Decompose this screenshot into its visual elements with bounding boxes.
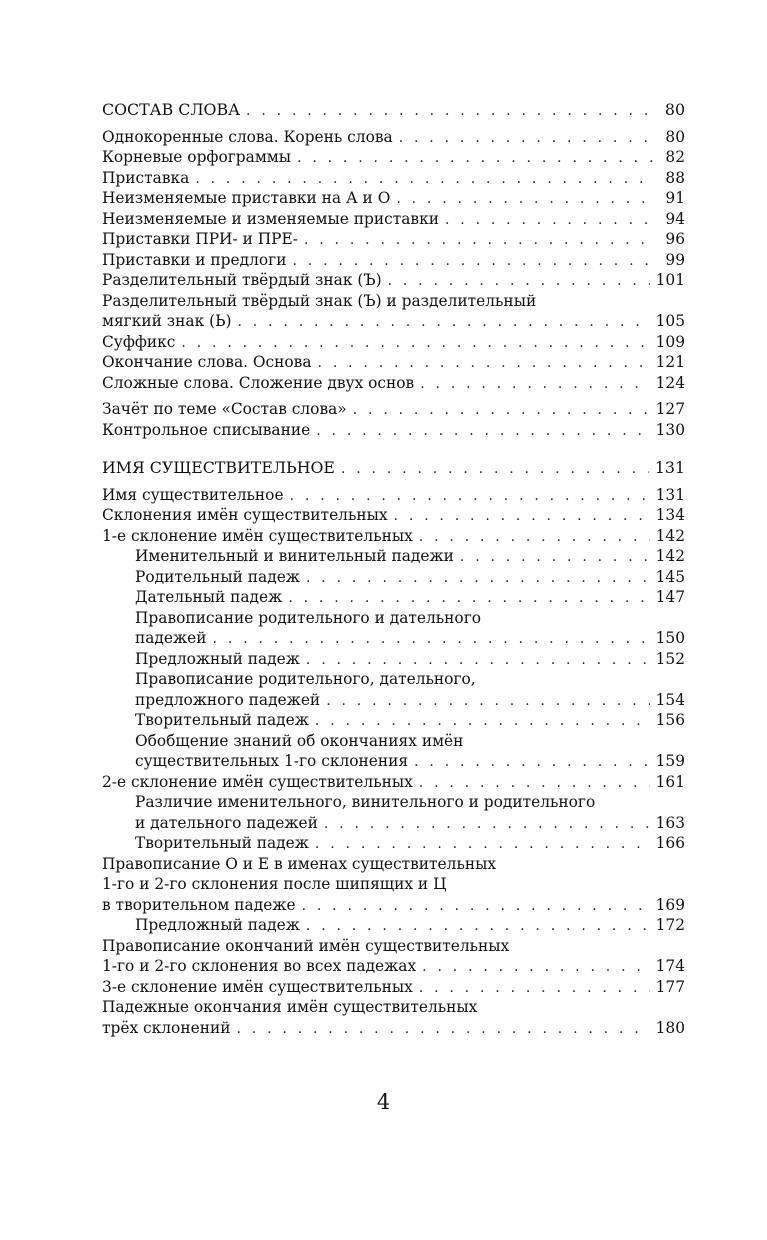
- toc-page: 152: [655, 649, 685, 668]
- toc-title: Неизменяемые и изменяемые приставки: [102, 209, 439, 228]
- toc-page: 101: [655, 271, 685, 289]
- toc-subentry: [102, 833, 685, 854]
- toc-entry: [102, 772, 685, 793]
- toc-entry: [102, 505, 685, 526]
- toc-title: 2-е склонение имён существительных: [102, 772, 413, 791]
- page-number: 4: [376, 1090, 391, 1114]
- toc-title: ИМЯ СУЩЕСТВИТЕЛЬНОЕ: [102, 458, 335, 477]
- toc-title: Приставки ПРИ- и ПРЕ-: [102, 230, 298, 248]
- leader-dots: [315, 711, 650, 732]
- toc-entry: [102, 209, 685, 230]
- leader-dots: [422, 957, 649, 978]
- leader-dots: [181, 333, 649, 354]
- toc-page: 159: [655, 752, 685, 770]
- toc-page: 172: [655, 916, 685, 934]
- toc-title: существительных 1-го склонения: [135, 752, 409, 770]
- toc-page: 166: [655, 834, 685, 852]
- toc-entry: [102, 1018, 685, 1039]
- leader-dots: [306, 568, 650, 589]
- leader-dots: [419, 773, 650, 794]
- toc-title: падежей: [135, 629, 207, 647]
- toc-page: 145: [655, 567, 685, 586]
- toc-page: 88: [665, 168, 685, 187]
- toc-page: 142: [655, 526, 685, 545]
- toc-entry: [102, 332, 685, 353]
- leader-dots: [324, 814, 650, 835]
- leader-dots: [304, 230, 653, 251]
- toc-page: 80: [664, 100, 685, 119]
- toc-entry: [102, 399, 685, 420]
- leader-dots: [394, 506, 650, 527]
- toc-entry: [102, 956, 685, 977]
- toc-subentry: [102, 587, 685, 608]
- toc-page: 154: [655, 690, 685, 709]
- toc-entry: [102, 127, 685, 148]
- leader-dots: [341, 459, 649, 480]
- leader-dots: [388, 271, 650, 292]
- toc-entry: [102, 250, 685, 271]
- toc-entry-line: 1-го и 2-го склонения после шипящих и Ц: [102, 875, 447, 893]
- toc-page: 94: [665, 209, 685, 228]
- toc-subentry: [102, 813, 685, 834]
- toc-title: Имя существительное: [102, 485, 284, 504]
- leader-dots: [460, 547, 650, 568]
- toc-title: предложного падежей: [135, 690, 321, 709]
- toc-page: 99: [665, 250, 685, 269]
- toc-page: 131: [655, 485, 685, 504]
- toc-page: 124: [655, 373, 685, 392]
- leader-dots: [326, 691, 649, 712]
- toc-title: Склонения имён существительных: [102, 506, 388, 524]
- leader-dots: [293, 251, 654, 272]
- toc-page: 150: [655, 629, 685, 647]
- toc-entry: [102, 373, 685, 394]
- leader-dots: [297, 148, 653, 169]
- toc-title: Творительный падеж: [135, 711, 309, 729]
- toc-section-heading: [102, 458, 685, 479]
- toc-title: Предложный падеж: [135, 649, 300, 668]
- toc-title: Творительный падеж: [135, 834, 309, 852]
- toc-title: Именительный и винительный падежи: [135, 547, 454, 565]
- toc-page: 180: [655, 1018, 685, 1037]
- toc-page: 130: [655, 420, 685, 439]
- toc-title: 3-е склонение имён существительных: [102, 977, 413, 996]
- toc-entry: [102, 188, 685, 209]
- toc-title: Неизменяемые приставки на А и О: [102, 189, 391, 207]
- toc-page: 109: [655, 332, 685, 351]
- toc-entry: [102, 270, 685, 291]
- leader-dots: [290, 486, 650, 507]
- toc-entry: [102, 485, 685, 506]
- table-of-contents: [102, 100, 685, 1038]
- toc-entry: [102, 895, 685, 916]
- leader-dots: [306, 916, 650, 937]
- toc-page: 121: [655, 353, 685, 371]
- toc-entry-line: Правописание О и Е в именах существительных: [102, 854, 497, 873]
- toc-subentry: [102, 915, 685, 936]
- toc-entry: [102, 352, 685, 373]
- toc-subentry: [102, 649, 685, 670]
- toc-entry: [102, 168, 685, 189]
- toc-subentry: [102, 628, 685, 649]
- toc-entry: [102, 420, 685, 441]
- toc-entry: [102, 311, 685, 332]
- toc-title: Приставка: [102, 168, 190, 187]
- toc-subentry: [102, 751, 685, 772]
- leader-dots: [396, 189, 653, 210]
- toc-title: Сложные слова. Сложение двух основ: [102, 373, 415, 392]
- leader-dots: [213, 629, 650, 650]
- toc-page: 147: [655, 588, 685, 606]
- toc-entry-line: Различие именительного, винительного и родительного: [135, 793, 596, 811]
- leader-dots: [306, 650, 650, 671]
- toc-title: Предложный падеж: [135, 916, 300, 934]
- leader-dots: [238, 312, 650, 333]
- leader-dots: [236, 1019, 649, 1040]
- toc-title: Родительный падеж: [135, 567, 300, 586]
- leader-dots: [419, 978, 650, 999]
- toc-entry-line: Правописание родительного и дательного: [135, 608, 482, 627]
- toc-entry: [102, 147, 685, 168]
- toc-page: 82: [665, 148, 685, 166]
- toc-title: Однокоренные слова. Корень слова: [102, 127, 393, 146]
- toc-title: СОСТАВ СЛОВА: [102, 100, 241, 119]
- toc-title: в творительном падеже: [102, 895, 296, 914]
- toc-page: 80: [665, 127, 685, 146]
- toc-subentry: [102, 546, 685, 567]
- leader-dots: [288, 588, 649, 609]
- leader-dots: [399, 128, 653, 149]
- toc-title: Зачёт по теме «Состав слова»: [102, 400, 347, 418]
- toc-section-heading: [102, 100, 685, 121]
- leader-dots: [420, 374, 649, 395]
- toc-page: 91: [665, 189, 685, 207]
- toc-title: Контрольное списывание: [102, 420, 311, 439]
- toc-title: Дательный падеж: [135, 588, 283, 606]
- toc-page: 177: [655, 977, 685, 996]
- toc-entry-line: Разделительный твёрдый знак (Ъ) и разделительный: [102, 291, 537, 310]
- leader-dots: [414, 752, 650, 773]
- toc-page: 142: [655, 547, 685, 565]
- toc-entry-line: Правописание родительного, дательного,: [135, 670, 476, 688]
- toc-page: 105: [655, 312, 685, 330]
- toc-title: 1-го и 2-го склонения во всех падежах: [102, 957, 417, 975]
- toc-entry-line: Правописание окончаний имён существительных: [102, 936, 510, 955]
- leader-dots: [419, 527, 650, 548]
- leader-dots: [353, 400, 650, 421]
- toc-title: Разделительный твёрдый знак (Ъ): [102, 271, 382, 289]
- toc-subentry: [102, 690, 685, 711]
- leader-dots: [246, 101, 653, 122]
- toc-page: 127: [655, 400, 685, 418]
- toc-title: трёх склонений: [102, 1018, 231, 1037]
- toc-title: и дательного падежей: [135, 813, 318, 832]
- toc-title: Приставки и предлоги: [102, 250, 287, 269]
- toc-subentry: [102, 567, 685, 588]
- toc-entry-line: Падежные окончания имён существительных: [102, 998, 478, 1016]
- toc-page: 174: [655, 957, 685, 975]
- toc-entry: [102, 229, 685, 250]
- leader-dots: [445, 210, 653, 231]
- toc-page: 163: [655, 813, 685, 832]
- toc-title: мягкий знак (Ь): [102, 312, 232, 330]
- leader-dots: [318, 353, 650, 374]
- toc-page: 96: [665, 230, 685, 248]
- leader-dots: [302, 896, 650, 917]
- toc-title: 1-е склонение имён существительных: [102, 526, 413, 545]
- toc-subentry: [102, 710, 685, 731]
- toc-entry-line: Обобщение знаний об окончаниях имён: [135, 731, 464, 750]
- toc-page: 134: [655, 506, 685, 524]
- leader-dots: [195, 169, 653, 190]
- leader-dots: [316, 421, 649, 442]
- toc-page: 161: [655, 772, 685, 791]
- toc-title: Окончание слова. Основа: [102, 353, 312, 371]
- toc-title: Суффикс: [102, 332, 176, 351]
- toc-entry: [102, 526, 685, 547]
- toc-page: 169: [655, 895, 685, 914]
- toc-title: Корневые орфограммы: [102, 148, 292, 166]
- toc-page: 156: [655, 711, 685, 729]
- leader-dots: [315, 834, 650, 855]
- toc-entry: [102, 977, 685, 998]
- toc-page: 131: [654, 458, 685, 477]
